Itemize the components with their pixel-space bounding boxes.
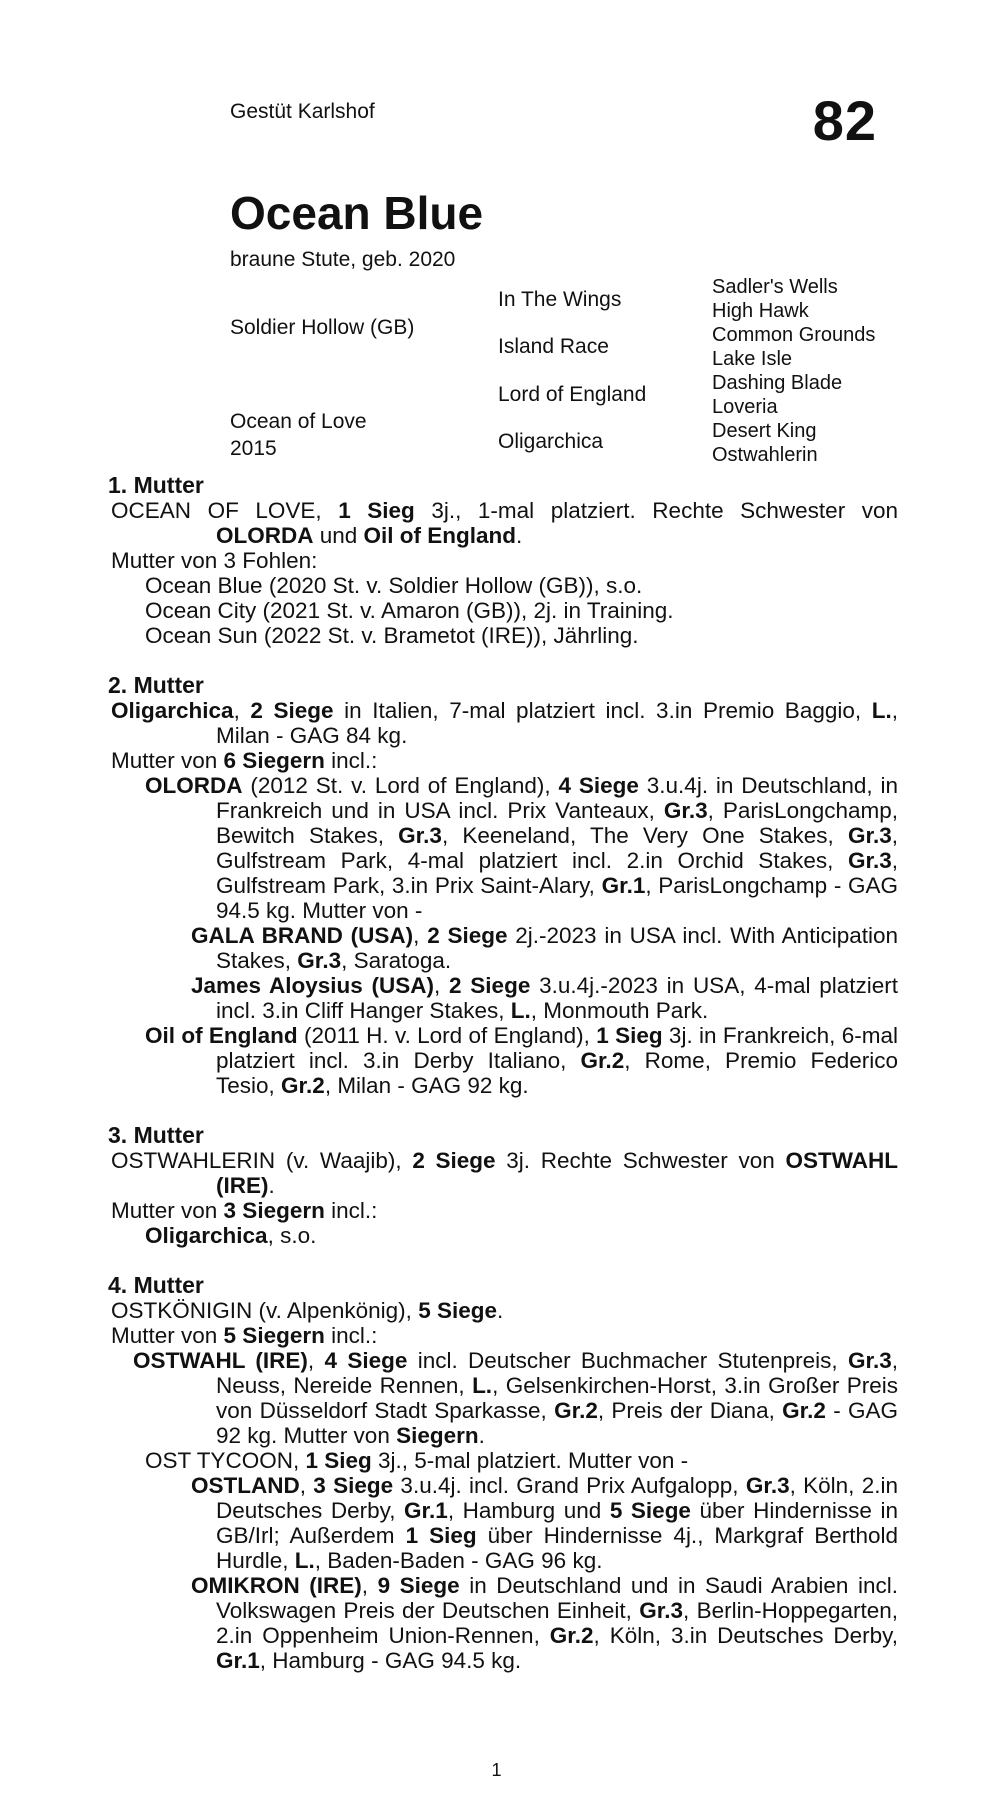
family-sections [108, 473, 898, 1673]
section-title: 3. Mutter [108, 1122, 204, 1148]
pedigree-dam: Ocean of Love [230, 410, 367, 433]
offspring-entry: OSTWAHL (IRE), 4 Siege incl. Deutscher Buchmacher Stutenpreis, Gr.3, Neuss, Nereide Rennen, L., Gelsenkirchen-Horst, 3.in Großer Preis von Düsseldorf Stadt Sparkasse, Gr.2, Preis der Diana, Gr.2 - GAG 92 kg. Mutter von Siegern. [133, 1348, 898, 1448]
pedigree-gen3: Sadler's Wells [712, 276, 838, 298]
section-title: 2. Mutter [108, 672, 204, 698]
section-title: 4. Mutter [108, 1272, 204, 1298]
pedigree-gen2: Lord of England [498, 383, 647, 406]
winners-intro: Mutter von 6 Siegern incl.: [111, 748, 378, 773]
grandoffspring-entry: OMIKRON (IRE), 9 Siege in Deutschland und in Saudi Arabien incl. Volkswagen Preis der Deutschen Einheit, Gr.3, Berlin-Hoppegarten, 2.in Oppenheim Union-Rennen, Gr.2, Köln, 3.in Deutsches Derby, Gr.1, Hamburg - GAG 94.5 kg. [191, 1573, 899, 1673]
winners-intro: Mutter von 5 Siegern incl.: [111, 1323, 378, 1348]
pedigree-gen3: Loveria [712, 396, 778, 418]
dam-entry: Oligarchica, 2 Siege in Italien, 7-mal platziert incl. 3.in Premio Baggio, L., Milan - GAG 84 kg. [111, 698, 898, 748]
foal-entry: Ocean City (2021 St. v. Amaron (GB)), 2j. in Training. [145, 598, 674, 623]
pedigree-dam-year: 2015 [230, 437, 277, 460]
offspring-entry: Oligarchica, s.o. [145, 1223, 317, 1248]
pedigree-sire: Soldier Hollow (GB) [230, 316, 415, 339]
grandoffspring-entry: James Aloysius (USA), 2 Siege 3.u.4j.-2023 in USA, 4-mal platziert incl. 3.in Cliff Hanger Stakes, L., Monmouth Park. [191, 973, 899, 1023]
pedigree-gen3: High Hawk [712, 300, 809, 322]
grandoffspring-entry: GALA BRAND (USA), 2 Siege 2j.-2023 in USA incl. With Anticipation Stakes, Gr.3, Saratoga. [191, 923, 898, 973]
foal-entry: Ocean Sun (2022 St. v. Brametot (IRE)), Jährling. [145, 623, 639, 648]
page-number: 1 [491, 1760, 502, 1780]
pedigree-gen3: Dashing Blade [712, 372, 843, 394]
dam-entry: OSTWAHLERIN (v. Waajib), 2 Siege 3j. Rechte Schwester von OSTWAHL (IRE). [111, 1148, 898, 1198]
offspring-entry: OLORDA (2012 St. v. Lord of England), 4 Siege 3.u.4j. in Deutschland, in Frankreich und in USA incl. Prix Vanteaux, Gr.3, ParisLongchamp, Bewitch Stakes, Gr.3, Keeneland, The Very One Stakes, Gr.3, Gulfstream Park, 4-mal platziert incl. 2.in Orchid Stakes, Gr.3, Gulfstream Park, 3.in Prix Saint-Alary, Gr.1, ParisLongchamp - GAG 94.5 kg. Mutter von - [145, 773, 899, 923]
section-title: 1. Mutter [108, 472, 204, 498]
lot-number: 82 [812, 89, 877, 152]
stud-name: Gestüt Karlshof [230, 100, 375, 123]
foal-entry: Ocean Blue (2020 St. v. Soldier Hollow (GB)), s.o. [145, 573, 643, 598]
dam-entry: OCEAN OF LOVE, 1 Sieg 3j., 1-mal platziert. Rechte Schwester von OLORDA und Oil of England. [111, 498, 899, 548]
horse-name: Ocean Blue [230, 187, 484, 239]
offspring-entry: OST TYCOON, 1 Sieg 3j., 5-mal platziert. Mutter von - [145, 1448, 689, 1473]
pedigree-gen2: Oligarchica [498, 430, 604, 453]
pedigree-gen2: In The Wings [498, 288, 622, 311]
foals-intro: Mutter von 3 Fohlen: [111, 548, 318, 573]
grandoffspring-entry: OSTLAND, 3 Siege 3.u.4j. incl. Grand Prix Aufgalopp, Gr.3, Köln, 2.in Deutsches Derby, Gr.1, Hamburg und 5 Siege über Hindernisse in GB/Irl; Außerdem 1 Sieg über Hindernisse 4j., Markgraf Berthold Hurdle, L., Baden-Baden - GAG 96 kg. [191, 1473, 899, 1573]
winners-intro: Mutter von 3 Siegern incl.: [111, 1198, 378, 1223]
pedigree-gen2: Island Race [498, 335, 609, 358]
horse-description: braune Stute, geb. 2020 [230, 248, 456, 271]
dam-entry: OSTKÖNIGIN (v. Alpenkönig), 5 Siege. [111, 1298, 504, 1323]
offspring-entry: Oil of England (2011 H. v. Lord of England), 1 Sieg 3j. in Frankreich, 6-mal platziert incl. 3.in Derby Italiano, Gr.2, Rome, Premio Federico Tesio, Gr.2, Milan - GAG 92 kg. [145, 1023, 898, 1098]
pedigree-gen3: Ostwahlerin [712, 444, 818, 466]
pedigree-gen3: Lake Isle [712, 348, 793, 370]
pedigree-gen3: Desert King [712, 420, 817, 442]
pedigree-gen3: Common Grounds [712, 324, 876, 346]
